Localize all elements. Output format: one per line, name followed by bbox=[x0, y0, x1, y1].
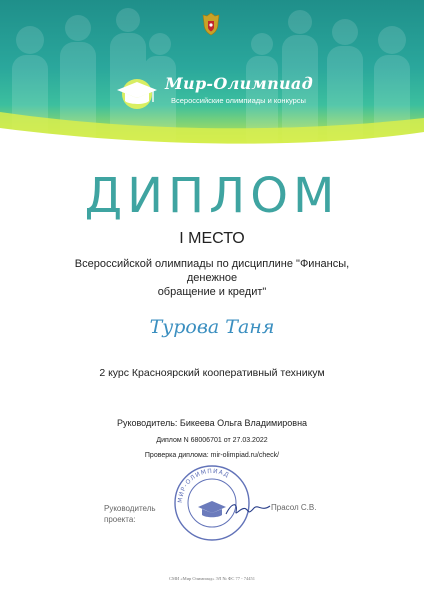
leader-info: Руководитель: Бикеева Ольга Владимировна bbox=[116, 418, 308, 428]
logo-subtitle: Всероссийские олимпиады и конкурсы bbox=[171, 96, 306, 105]
place-label: I МЕСТО bbox=[179, 230, 245, 247]
project-leader-line-1: Руководитель bbox=[104, 504, 156, 513]
header-banner bbox=[0, 0, 424, 150]
stamp-text: МИР-ОЛИМПИАД bbox=[176, 467, 231, 504]
project-leader-label bbox=[104, 503, 156, 525]
coat-of-arms-icon bbox=[201, 11, 221, 37]
school-info: 2 курс Красноярский кооперативный техникум bbox=[99, 367, 325, 379]
diploma-number: Диплом N 68006701 от 27.03.2022 bbox=[156, 437, 268, 444]
graduation-cap-icon bbox=[113, 72, 159, 112]
footer-registration: СМИ «Мир Олимпиад» ЭЛ № ФС 77 - 74451 bbox=[168, 576, 256, 581]
logo-title: Мир-Олимпиад bbox=[165, 74, 314, 93]
olympiad-description bbox=[52, 257, 372, 299]
site-logo bbox=[113, 72, 313, 114]
olympiad-line-2: обращение и кредит" bbox=[157, 286, 267, 298]
project-leader-name: Прасол С.В. bbox=[271, 503, 317, 512]
project-leader-line-2: проекта: bbox=[104, 515, 136, 524]
diploma-title: ДИПЛОМ bbox=[84, 168, 340, 224]
winner-name: Турова Таня bbox=[149, 316, 275, 338]
verification-link: Проверка диплома: mir-olimpiad.ru/check/ bbox=[144, 452, 280, 459]
olympiad-line-1: Всероссийской олимпиады по дисциплине "Финансы, денежное bbox=[74, 258, 350, 284]
svg-text:МИР-ОЛИМПИАД bbox=[177, 468, 231, 503]
signature-mark bbox=[224, 500, 274, 518]
